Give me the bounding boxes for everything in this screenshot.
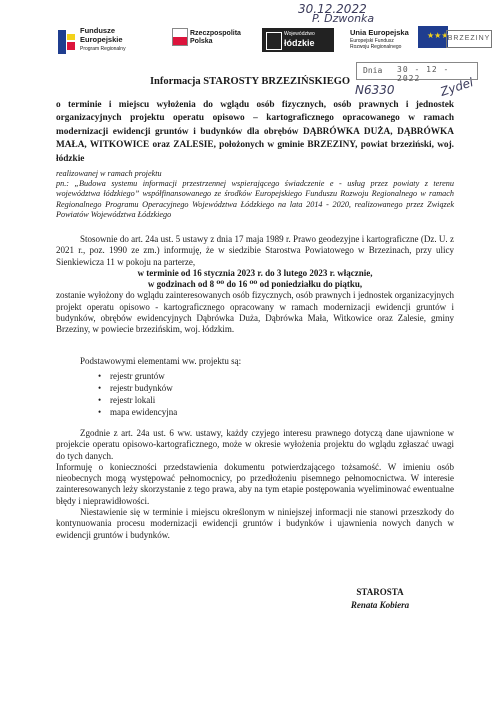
fe-line2: Europejskie [80,35,123,44]
lodzkie-name: łódzkie [284,38,315,48]
page-title: Informacja STAROSTY BRZEZIŃSKIEGO [149,76,351,87]
realization-text: pn.: „Budowa systemu informacji przestrzennej wspierającego świadczenie e - usług przez powiaty z terenu województwa łódzkiego” współfinansowanego ze środków Europejskiego Funduszu Rozwoju Regionalnego w ramach Regionalnego Programu Operacyjnego Województwa Łódzkiego na lata 2014 - 2020, realizowanego przez Związek Powiatów Województwa Łódzkiego [56,179,454,219]
handwritten-initials: P. Dzwonka [312,12,375,25]
ue-line2: Europejski Fundusz Rozwoju Regionalnego [350,38,402,50]
list-item: • rejestr lokali [98,394,177,406]
rights-block [56,428,454,541]
fundusze-europejskie-logo [58,26,168,62]
polish-flag-icon [172,28,188,46]
notice-block [56,234,454,336]
notice-term: w terminie od 16 stycznia 2023 r. do 3 lutego 2023 r. włącznie, [137,267,373,278]
notice-p2: zostanie wyłożony do wglądu zainteresowanych osób fizycznych, osób prawnych i jednostek organizacyjnych projekt operatu opisowo - kartograficznego opracowany w ramach modernizacji ewidencji gruntów i budynków, obrębów ewidencyjnych Dąbrówka Duża, Dąbrówka Mała, Witkowice oraz Zalesie, gminy Brzeziny, w powiecie brzezińskim, woj. łódzkim. [56,290,454,335]
list-item: • rejestr budynków [98,382,177,394]
fe-line1: Fundusze [80,26,115,35]
date-stamp-label: Dnia [363,66,383,75]
rights-p1: Zgodnie z art. 24a ust. 6 ww. ustawy, każdy czyjego interesu prawnego dotyczą dane ujawnione w projekcie operatu opisowo-kartograficznego, może w okresie wyłożenia projektu do wglądu zgłaszać uwagi do tych danych. [56,428,454,461]
realization-label: realizowanej w ramach projektu [56,169,162,178]
list-item: • mapa ewidencyjna [98,406,177,418]
intro-paragraph: o terminie i miejscu wyłożenia do wglądu osób fizycznych, osób prawnych i jednostek organizacyjnych projektu operatu opisowo – kartograficznego opracowanego w ramach modernizacji ewidencji gruntów i budynków dla obrębów DĄBRÓWKA DUŻA, DĄBRÓWKA MAŁA, WITKOWICE oraz ZALESIE, położonych w gminie BRZEZINY, powiat brzeziński, woj. łódzkie [56,100,454,164]
unia-europejska-logo [350,24,450,54]
signature-name: Renata Kobiera [350,600,410,610]
lodzkie-small: Województwo [284,31,315,37]
rp-line2: Polska [190,38,213,45]
handwritten-date: 30.12.2022 [298,2,367,16]
rzeczpospolita-logo [172,28,247,54]
signature-role: STAROSTA [356,587,404,597]
date-stamp-value: 30 - 12 - 2022 [397,65,450,83]
list-item: • rejestr gruntów [98,370,177,382]
lodzkie-emblem-icon [266,32,282,50]
handwritten-reg-number: N6330 [355,83,395,97]
rp-line1: Rzeczpospolita [190,30,241,37]
handwritten-mark: Zydel [438,75,475,99]
ue-line1: Unia Europejska [350,28,409,37]
lodzkie-logo [262,28,334,52]
fe-line3: Program Regionalny [80,46,126,52]
received-stamp: BRZEZINY [446,30,492,48]
components-list [98,370,177,418]
notice-p1: Stosownie do art. 24a ust. 5 ustawy z dnia 17 maja 1989 r. Prawo geodezyjne i kartograficzne (Dz. U. z 2021 r., poz. 1990 ze zm.) informuję, że w siedzibie Starostwa Powiatowego w Brzezinach, przy ulicy Sienkiewicza 11 w pokoju na parterze, [56,234,454,267]
eu-flag-icon: ★ ★ ★ [418,26,448,48]
fe-mark-icon [58,30,76,54]
signature-block [340,586,420,612]
rights-p2: Informuję o konieczności przedstawienia dokumentu potwierdzającego tożsamość. W imieniu osób nieobecnych mogą występować pełnomocnicy, po przedłożeniu pisemnego pełnomocnictwa. W interesie zainteresowanych leży skorzystanie z tego prawa, aby na tym etapie postępowania wyeliminować ewentualne błędy i nieprawidłowości. [56,461,454,506]
components-heading: Podstawowymi elementami ww. projektu są: [80,356,242,366]
notice-hours: w godzinach od 8 ⁰⁰ do 16 ⁰⁰ od poniedziałku do piątku, [147,279,363,290]
realization-block [56,169,454,220]
rights-p3: Niestawienie się w terminie i miejscu określonym w niniejszej informacji nie stanowi przeszkody do kontynuowania procesu modernizacji ewidencji gruntów i budynków i ujawnienia nowych danych w ewidencji gruntów i budynków. [56,507,454,540]
